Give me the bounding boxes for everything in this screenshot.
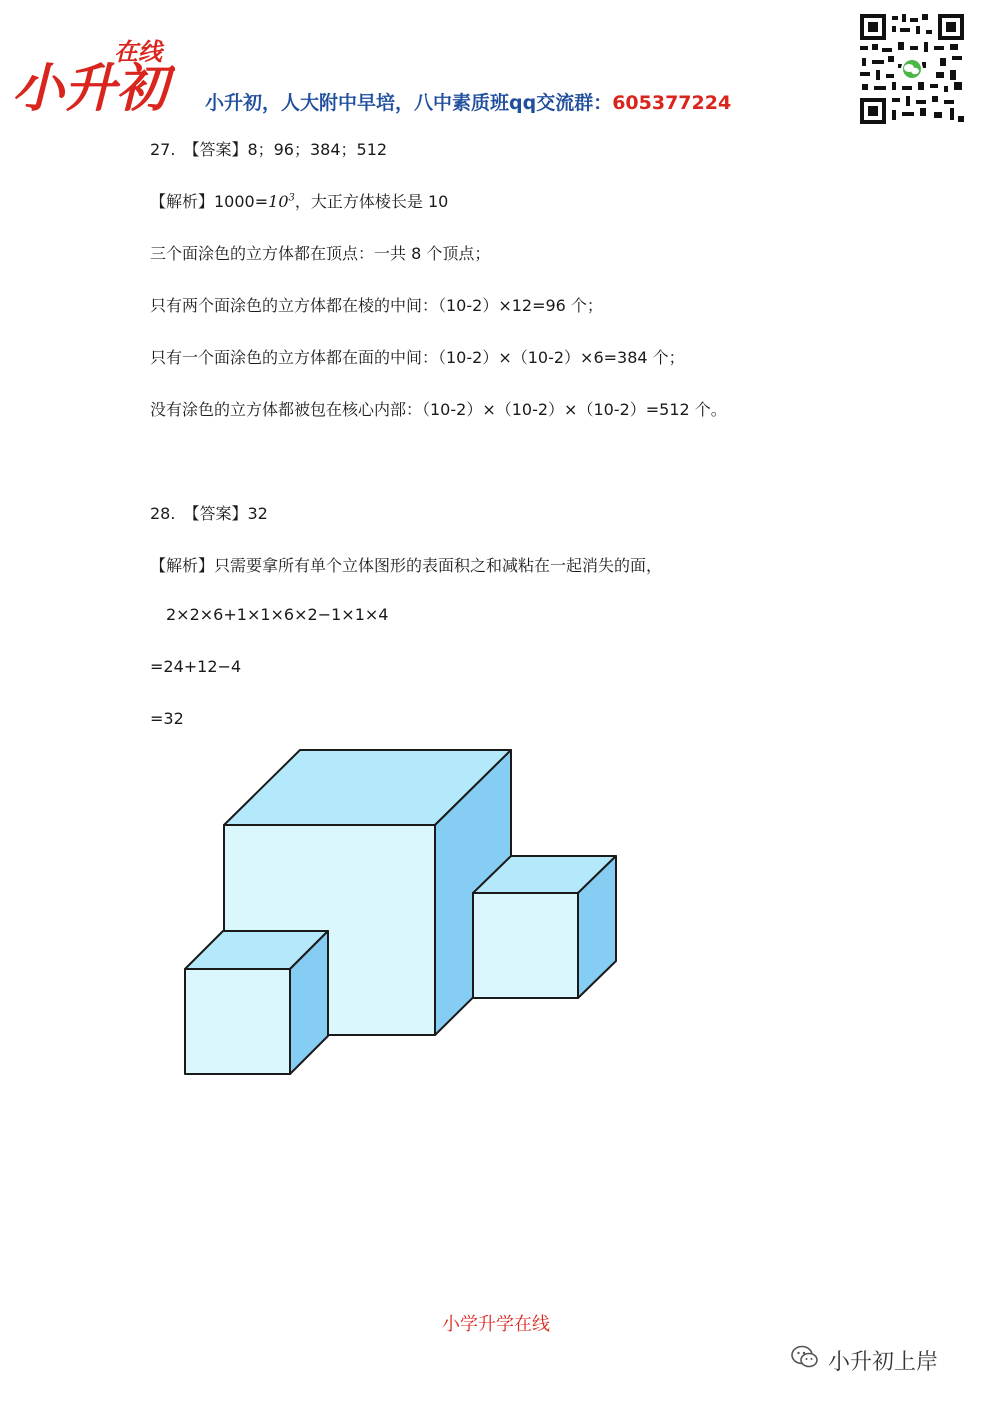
q28-calc-3: =32 <box>150 709 184 728</box>
q28-analysis: 【解析】只需要拿所有单个立体图形的表面积之和减粘在一起消失的面， <box>150 556 663 575</box>
header-slogan <box>205 88 731 115</box>
qq-number: 605377224 <box>612 92 732 114</box>
q27-line-1: 三个面涂色的立方体都在顶点：一共 8 个顶点； <box>150 244 491 263</box>
logo-sub-text: 在线 <box>114 39 162 66</box>
footer-caption: 小学升学在线 <box>442 1314 550 1335</box>
logo-main-text: 小升初 <box>12 60 169 113</box>
wechat-icon <box>790 1344 820 1376</box>
slogan-text: 小升初，人大附中早培，八中素质班qq交流群： <box>205 92 613 114</box>
power-base: 10 <box>268 192 289 211</box>
q27-line-2: 只有两个面涂色的立方体都在棱的中间：（10-2）×12=96 个； <box>150 296 603 315</box>
q28-answer: 28. 【答案】32 <box>150 504 268 523</box>
wechat-account-name: 小升初上岸 <box>828 1349 939 1375</box>
power-exponent: 3 <box>288 192 295 204</box>
wechat-account-badge <box>790 1344 938 1376</box>
q27-analysis-prefix: 【解析】1000= <box>150 192 269 211</box>
q27-power <box>268 192 295 211</box>
q27-line-4: 没有涂色的立方体都被包在核心内部：（10-2）×（10-2）×（10-2）=512 个。 <box>150 400 727 419</box>
right-cube-front <box>473 893 578 998</box>
q28-calc-1: 2×2×6+1×1×6×2−1×1×4 <box>166 605 389 624</box>
left-cube-front <box>185 969 290 1074</box>
cubes-figure <box>180 745 625 1080</box>
q27-line-3: 只有一个面涂色的立方体都在面的中间：（10-2）×（10-2）×6=384 个； <box>150 348 685 367</box>
q28-calc-2: =24+12−4 <box>150 657 242 676</box>
q27-answer: 27. 【答案】8；96；384；512 <box>150 140 388 159</box>
q27-analysis-suffix: ，大正方体棱长是 10 <box>294 192 449 211</box>
q27-analysis <box>150 189 448 212</box>
brand-logo <box>10 28 175 113</box>
qr-code <box>858 12 966 126</box>
